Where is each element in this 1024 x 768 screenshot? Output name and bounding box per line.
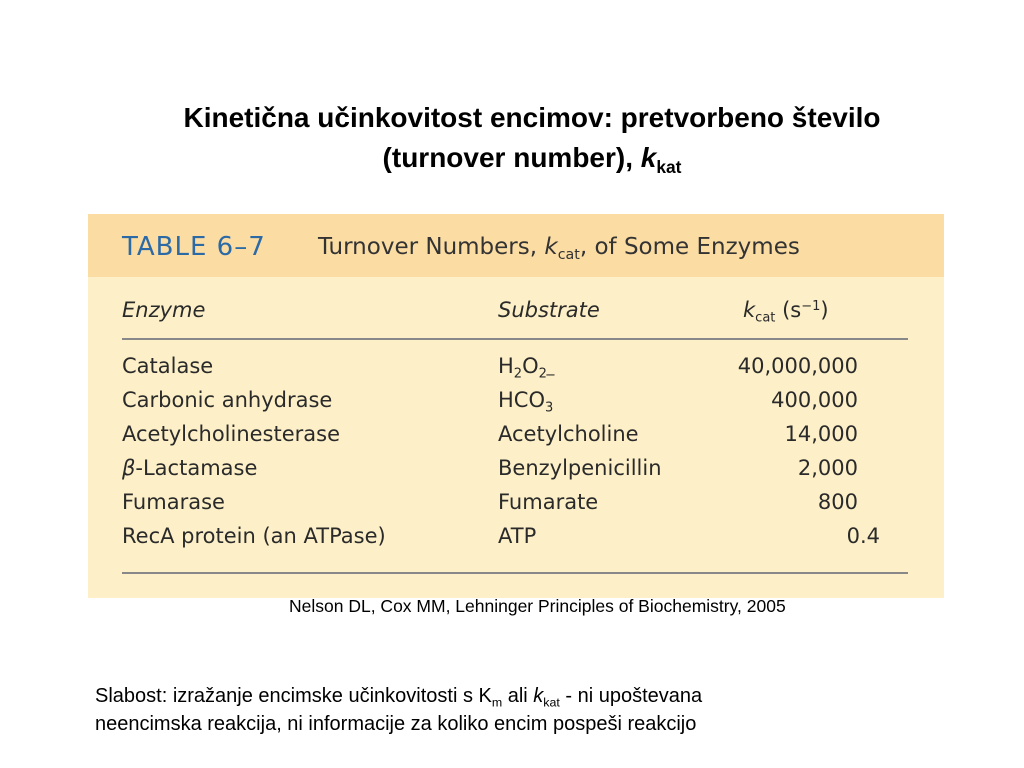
enzyme-cell: RecA protein (an ATPase) — [122, 524, 386, 548]
table-panel — [88, 214, 944, 598]
table-row — [122, 354, 908, 388]
note-line-2: neencimska reakcija, ni informacije za koliko encim pospeši reakcijo — [95, 713, 697, 735]
enzyme-cell: Acetylcholinesterase — [122, 422, 341, 446]
kcat-cell: 0.4 — [846, 524, 880, 548]
substrate-cell: $H_2O_2$ — [498, 354, 547, 382]
enzyme-cell: Carbonic anhydrase — [122, 388, 333, 412]
column-header-substrate: Substrate — [498, 298, 600, 322]
substrate-cell: $HCO_3$ − — [498, 368, 556, 416]
kcat-cell: 2,000 — [797, 456, 858, 480]
title-line-2: (turnover number), $k_{kat}$ — [382, 142, 682, 178]
title-line-1: Kinetična učinkovitost encimov: pretvorbeno število — [183, 102, 881, 133]
kcat-cell: 14,000 — [784, 422, 858, 446]
substrate-cell: Benzylpenicillin — [498, 456, 662, 480]
substrate-cell: ATP — [498, 524, 537, 548]
table-row — [122, 524, 908, 558]
table-caption: Turnover Numbers, $k_{cat}$, of Some Enzymes — [318, 234, 800, 263]
kcat-cell: 400,000 — [771, 388, 858, 412]
k-subscript: kat — [656, 157, 682, 178]
citation: Nelson DL, Cox MM, Lehninger Principles of Biochemistry, 2005 — [289, 596, 786, 616]
kcat-cell: 40,000,000 — [737, 354, 858, 378]
substrate-cell: Fumarate — [498, 490, 599, 514]
enzyme-cell: Catalase — [122, 354, 214, 378]
kcat-cell: 800 — [817, 490, 858, 514]
bottom-rule — [122, 572, 908, 574]
table-body — [122, 354, 908, 558]
note — [95, 682, 702, 738]
header-rule — [122, 338, 908, 340]
table-number: TABLE 6–7 — [122, 232, 266, 262]
column-header-enzyme: Enzyme — [122, 298, 206, 322]
k-symbol: k — [640, 142, 657, 173]
table-row — [122, 422, 908, 456]
table-row — [122, 490, 908, 524]
enzyme-cell: β-Lactamase — [122, 456, 258, 480]
note-line-1: Slabost: izražanje encimske učinkovitosti s $K_m$ ali $k_{kat}$ - ni upoštevana — [95, 685, 703, 710]
table-header-band — [88, 214, 944, 277]
column-header-kcat: $k_{cat}$ $(s^{-1})$ — [743, 298, 829, 326]
substrate-cell: Acetylcholine — [498, 422, 639, 446]
enzyme-cell: Fumarase — [122, 490, 225, 514]
table-row — [122, 456, 908, 490]
slide-title — [60, 98, 1004, 178]
